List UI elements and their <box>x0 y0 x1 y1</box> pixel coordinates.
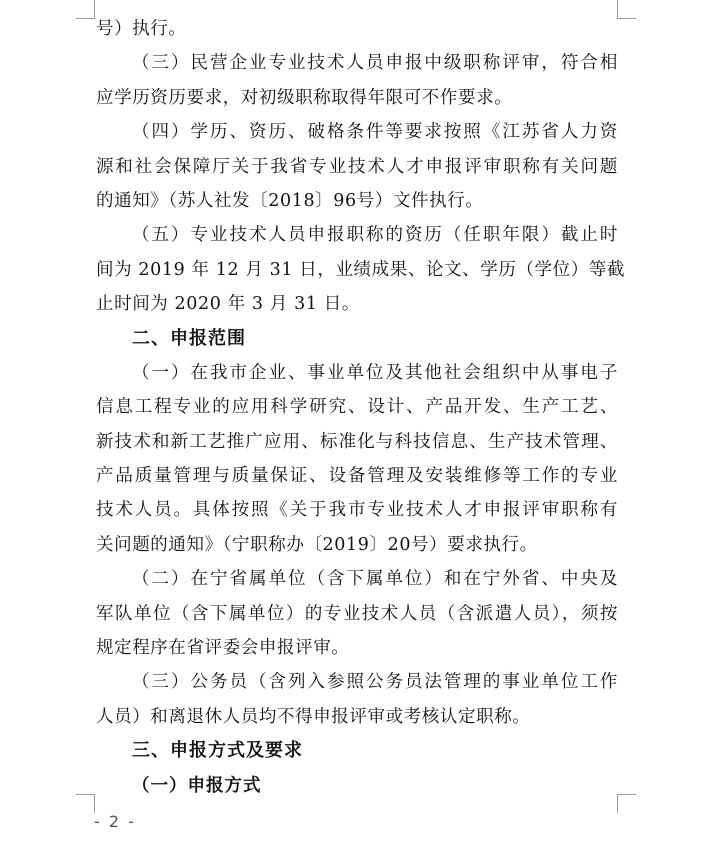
text-line: （三）民营企业专业技术人员申报中级职称评审，符合相 <box>132 53 618 74</box>
text-line: 号）执行。 <box>96 19 187 39</box>
text-line: 规定程序在省评委会申报评审。 <box>96 638 350 659</box>
bottom-right-crop-mark <box>617 794 636 813</box>
section-heading: 三、申报方式及要求 <box>132 740 303 762</box>
bottom-left-crop-mark <box>76 794 95 813</box>
document-body <box>96 12 626 803</box>
text-line: （二）在宁省属单位（含下属单位）和在宁外省、中央及 <box>132 569 618 590</box>
text-line: 军队单位（含下属单位）的专业技术人员（含派遣人员），须按 <box>96 603 618 624</box>
text-line: 止时间为 2020 年 3 月 31 日。 <box>96 294 360 315</box>
text-line: （五）专业技术人员申报职称的资历（任职年限）截止时 <box>132 225 618 246</box>
page-number: - 2 - <box>94 812 136 831</box>
text-line: 应学历资历要求，对初级职称取得年限可不作要求。 <box>96 87 513 108</box>
text-line: （一）在我市企业、事业单位及其他社会组织中从事电子 <box>132 362 618 383</box>
text-line: 产品质量管理与质量保证、设备管理及安装维修等工作的专业 <box>96 466 618 487</box>
top-left-crop-mark <box>76 0 95 19</box>
section-heading: 二、申报范围 <box>132 327 246 349</box>
text-line: 的通知》（苏人社发〔2018〕96号）文件执行。 <box>96 190 484 211</box>
text-line: 技术人员。具体按照《关于我市专业技术人才申报评审职称有 <box>96 500 618 521</box>
text-line: 人员）和离退休人员均不得申报评审或考核认定职称。 <box>96 706 531 727</box>
top-right-crop-mark <box>617 0 636 19</box>
text-line: （三）公务员（含列入参照公务员法管理的事业单位工作 <box>132 672 618 693</box>
text-line: 间为 2019 年 12 月 31 日，业绩成果、论文、学历（学位）等截 <box>96 259 626 280</box>
text-line: 源和社会保障厅关于我省专业技术人才申报评审职称有关问题 <box>96 156 618 177</box>
text-line: 信息工程专业的应用科学研究、设计、产品开发、生产工艺、 <box>96 397 618 418</box>
text-line: 新技术和新工艺推广应用、标准化与科技信息、生产技术管理、 <box>96 431 618 452</box>
text-line: 关问题的通知》（宁职称办〔2019〕20号）要求执行。 <box>96 534 538 555</box>
text-line: （四）学历、资历、破格条件等要求按照《江苏省人力资 <box>132 122 618 143</box>
subsection-heading: （一）申报方式 <box>132 775 262 796</box>
